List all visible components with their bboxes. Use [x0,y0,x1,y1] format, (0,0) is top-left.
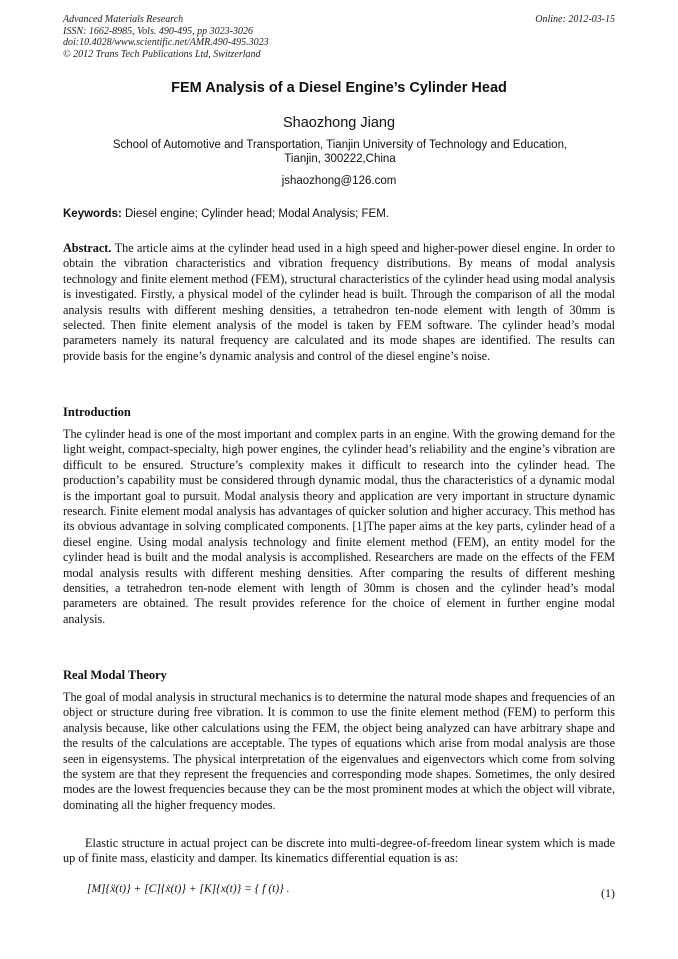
keywords [63,208,615,220]
journal-name: Advanced Materials Research [63,14,184,25]
affiliation [90,138,590,166]
author-name: Shaozhong Jiang [282,115,396,131]
copyright-line: © 2012 Trans Tech Publications Ltd, Switzerland [63,48,261,60]
online-date: Online: 2012-03-15 [535,14,615,25]
section-heading-introduction: Introduction [63,405,131,419]
modal-theory-paragraph: The goal of modal analysis in structural mechanics is to determine the natural mode shapes and frequencies of an object or structure during free vibration. It is common to use the finite element method (FEM) to perform this analysis because, like other calculations using the FEM, the object being analyzed can have arbitrary shape and the results of the calculations are acceptable. The types of equations which arise from modal analysis are those seen in eigensystems. The physical interpretation of the eigenvalues and eigenvectors which come from solving the system are that they represent the frequencies and corresponding mode shapes. Sometimes, the only desired modes are the lowest frequencies because they can be the most prominent modes at which the object will vibrate, dominating all the higher frequency modes. [63,690,615,812]
equation-number: (1) [601,886,615,900]
issn-line: ISSN: 1662-8985, Vols. 490-495, pp 3023-3026 [63,25,253,37]
author-email: jshaozhong@126.com [281,175,397,187]
journal-header [63,14,615,60]
paper-title: FEM Analysis of a Diesel Engine’s Cylinder Head [171,80,507,96]
keywords-text: Diesel engine; Cylinder head; Modal Analysis; FEM. [121,208,389,220]
abstract-text: The article aims at the cylinder head used in a high speed and higher-power diesel engine. In order to obtain the vibration characteristics and vibration frequency distributions. By means of modal analysis technology and finite element method (FEM), structural characteristics of the cylinder head using modal analysis is investigated. Firstly, a physical model of the cylinder head is built. Through the comparison of all the modal analysis results with different meshing densities, a tetrahedron ten-node element with length of 30mm is selected. Then finite element analysis of the model is taken by FEM software. The cylinder head’s modal parameters namely its natural frequency are calculated and its mode shapes are identified. The results can provide basis for the engine’s dynamic analysis and control of the diesel engine’s noise. [63,241,615,363]
affiliation-line: School of Automotive and Transportation, Tianjin University of Technology and Education, [112,139,568,151]
doi-line: doi:10.4028/www.scientific.net/AMR.490-495.3023 [63,37,269,48]
keywords-label: Keywords: [63,208,122,220]
abstract [63,241,615,364]
abstract-label: Abstract. [63,241,112,255]
section-heading-modal-theory: Real Modal Theory [63,668,167,682]
equation-1: [M]{ẍ(t)} + [C]{ẋ(t)} + [K]{x(t)} = { f (t)} . [87,883,290,895]
modal-theory-paragraph-2: Elastic structure in actual project can be discrete into multi-degree-of-freedom linear system which is made up of finite mass, elasticity and damper. Its kinematics differential equation is as: [63,836,615,866]
introduction-paragraph: The cylinder head is one of the most important and complex parts in an engine. With the growing demand for the light weight, compact-specialty, high power engines, the cylinder head’s reliability and the engine’s vibration are difficult to be ensured. Structure’s complexity makes it difficult to research into the cylinder head. The production’s capability must be considered through dynamic modal, thus the characteristics of a dynamic modal is the important goal to pursuit. Modal analysis theory and application are very important in structure dynamic research. Finite element modal analysis has advantages of quicker solution and higher accuracy. This method has its obvious advantage in solving complicated components. [1]The paper aims at the key parts, cylinder head of a diesel engine. Using modal analysis technology and finite element method (FEM), an entity model for the cylinder head is built and the modal analysis is accomplished. Researchers are made on the effects of the FEM modal analysis results with different meshing densities. After comparing the results of different meshing densities, a tetrahedron ten-node element with length of 30mm is chosen and the cylinder head’s modal parameters are obtained. The result provides reference for the choice of element in further engine modal analysis. [63,427,615,626]
affiliation-line: Tianjin, 300222,China [284,153,396,165]
